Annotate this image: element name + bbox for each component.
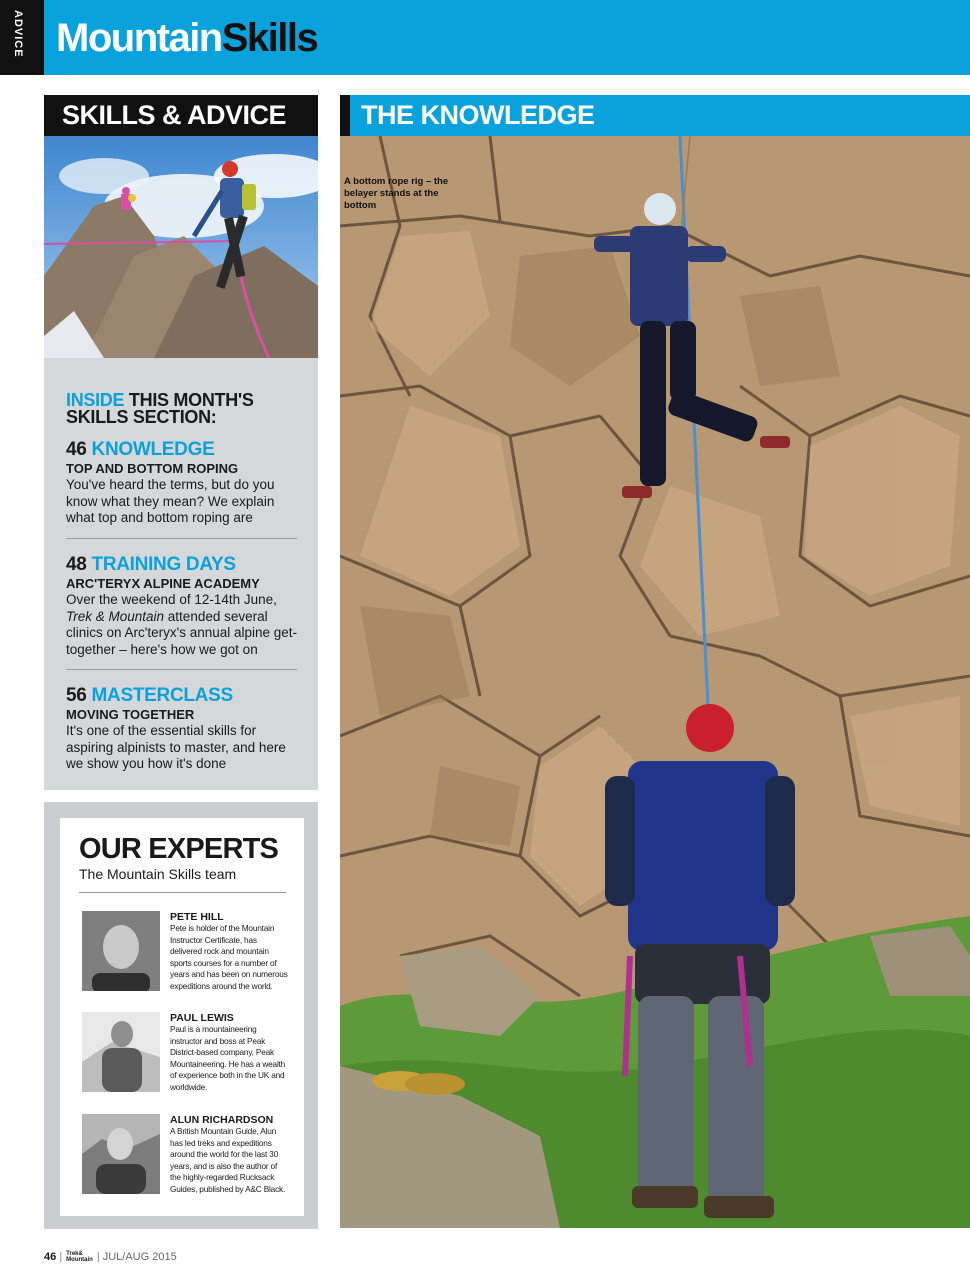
expert-paul-lewis [170, 1012, 290, 1094]
knowledge-heading [340, 95, 970, 136]
contents-item-training-days[interactable] [66, 555, 298, 658]
contents-subtitle: ARC'TERYX ALPINE ACADEMY [66, 576, 260, 591]
portrait-image [82, 1012, 160, 1092]
page-footer [44, 1250, 177, 1264]
footer-separator: | [59, 1251, 63, 1263]
expert-portrait-paul-lewis [82, 1012, 160, 1092]
contents-page-number: 46 [66, 439, 87, 460]
inside-title-rest: THIS MONTH'S SKILLS SECTION: [66, 390, 254, 427]
magazine-logo-line-1: Trek& [66, 1251, 83, 1258]
photo-caption: A bottom rope rig – the belayer stands at the bottom [344, 176, 449, 211]
expert-name: PAUL LEWIS [170, 1012, 234, 1024]
contents-subtitle: MOVING TOGETHER [66, 707, 195, 722]
experts-title: OUR EXPERTS [79, 833, 279, 865]
brand-part-2: Skills [221, 16, 318, 60]
alpine-ridge-photo [44, 136, 318, 358]
expert-alun-richardson [170, 1114, 290, 1196]
brand-title [56, 12, 317, 64]
experts-subtitle: The Mountain Skills team [79, 866, 237, 882]
footer-separator: | [96, 1251, 100, 1263]
bottom-rope-photo [340, 136, 970, 1228]
bottom-rope-illustration [340, 136, 970, 1228]
contents-item-heading [66, 440, 298, 460]
contents-page-number: 56 [66, 685, 87, 706]
expert-bio: Pete is holder of the Mountain Instructor Certificate, has delivered rock and mountain sports courses for a number of years and has been on numerous expeditions around the world. [170, 923, 288, 991]
section-tab-label: ADVICE [12, 10, 24, 58]
contents-description-part: Over the weekend of 12-14th June, [66, 592, 277, 607]
contents-subtitle: TOP AND BOTTOM ROPING [66, 461, 239, 476]
alpine-ridge-illustration [44, 136, 318, 358]
experts-box [44, 802, 318, 1229]
skills-advice-heading: SKILLS & ADVICE [44, 95, 318, 136]
contents-item-heading [66, 686, 298, 706]
knowledge-heading-text: THE KNOWLEDGE [361, 100, 595, 130]
footer-issue-date: JUL/AUG 2015 [102, 1251, 177, 1263]
expert-pete-hill [170, 911, 290, 993]
inside-title-highlight: INSIDE [66, 390, 125, 410]
contents-item-knowledge[interactable] [66, 440, 298, 527]
expert-name: ALUN RICHARDSON [170, 1114, 274, 1126]
expert-portrait-pete-hill [82, 911, 160, 991]
portrait-image [82, 911, 160, 991]
inside-title [66, 392, 306, 426]
inside-panel [44, 358, 318, 790]
experts-card [60, 818, 304, 1216]
contents-topic: MASTERCLASS [91, 685, 233, 706]
expert-portrait-alun-richardson [82, 1114, 160, 1194]
contents-divider [66, 538, 297, 539]
expert-bio: Paul is a mountaineering instructor and boss at Peak District-based company, Peak Mountaineering. He has a wealth of experience both in the UK and worldwide. [170, 1024, 286, 1092]
magazine-logo-line-2: Mountain [66, 1257, 93, 1264]
contents-description: You've heard the terms, but do you know what they mean? We explain what top and bottom roping are [66, 477, 275, 525]
contents-description: It's one of the essential skills for aspiring alpinists to master, and here we show you how it's done [66, 723, 286, 771]
brand-part-1: Mountain [56, 16, 222, 60]
contents-description-part: attended several clinics on Arc'teryx's annual alpine get-together – here's how we got on [66, 608, 298, 657]
contents-item-masterclass[interactable] [66, 686, 298, 773]
contents-divider [66, 669, 297, 670]
contents-topic: TRAINING DAYS [91, 554, 236, 575]
portrait-image [82, 1114, 160, 1194]
magazine-logo [66, 1251, 93, 1263]
contents-page-number: 48 [66, 554, 87, 575]
contents-description [66, 592, 298, 658]
contents-item-heading [66, 555, 298, 575]
contents-topic: KNOWLEDGE [91, 439, 215, 460]
experts-divider [79, 892, 286, 893]
magazine-name: Trek & Mountain [66, 608, 165, 624]
expert-name: PETE HILL [170, 911, 224, 923]
footer-page-number: 46 [44, 1251, 57, 1263]
expert-bio: A British Mountain Guide, Alun has led treks and expeditions around the world for the last 30 years, and is also the author of the highly-regarded Rucksack Guides, published by A&C Black. [170, 1126, 286, 1194]
section-tab [0, 0, 44, 75]
